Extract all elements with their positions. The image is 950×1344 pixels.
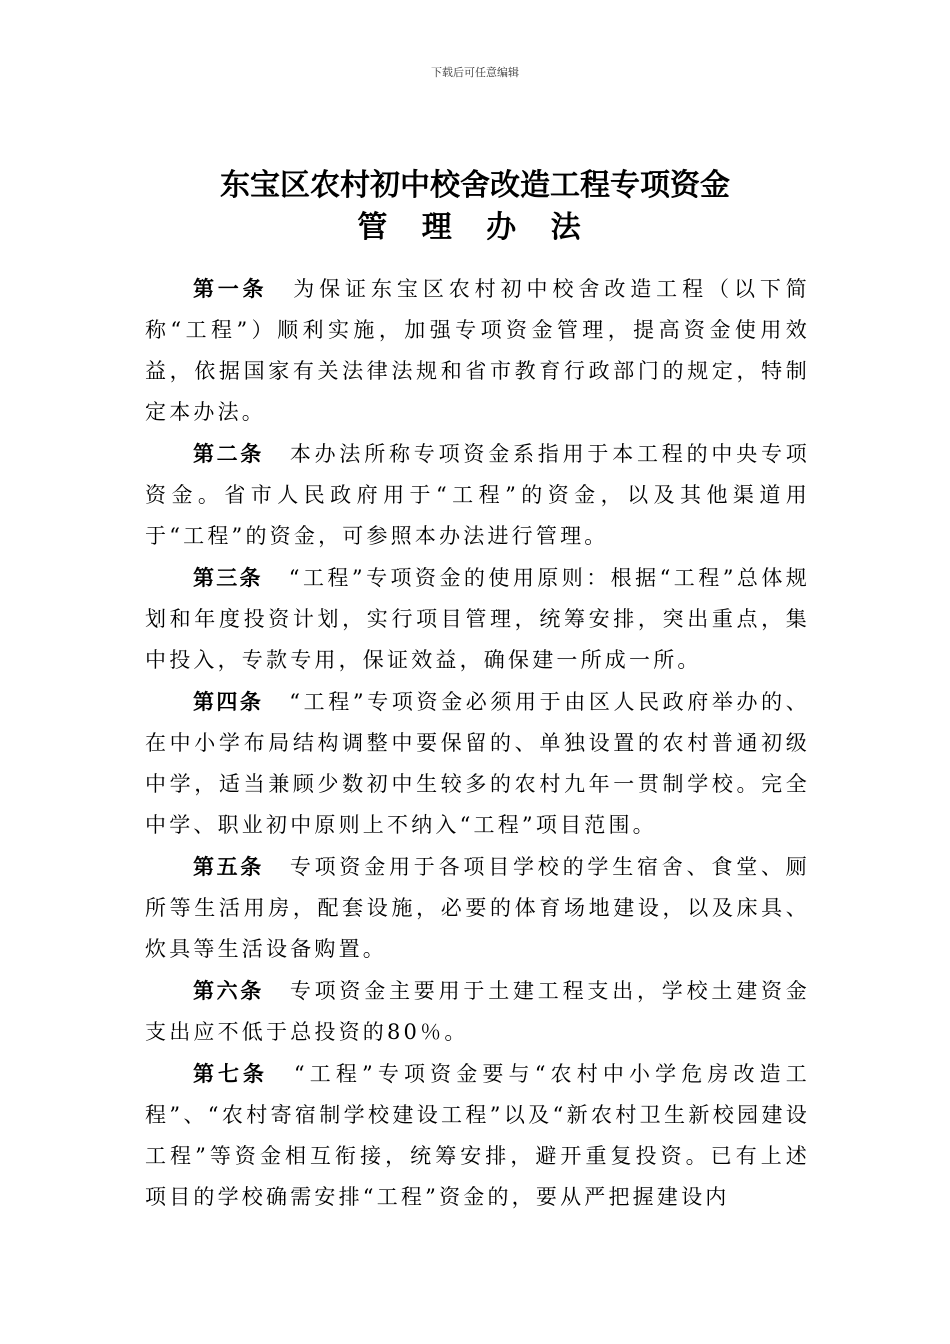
article-label: 第三条 — [193, 565, 263, 590]
article-1 — [145, 268, 810, 433]
article-6 — [145, 970, 810, 1053]
document-title-line2: 管 理 办 法 — [357, 210, 593, 245]
article-text: “工程”专项资金的使用原则：根据“工程”总体规划和年度投资计划，实行项目管理，统筹安排，突出重点，集中投入，专款专用，保证效益，确保建一所成一所。 — [145, 566, 811, 672]
article-text: 为保证东宝区农村初中校舍改造工程（以下简称“工程”）顺利实施，加强专项资金管理，提高资金使用效益，依据国家有关法律法规和省市教育行政部门的规定，特制定本办法。 — [145, 277, 811, 424]
article-label: 第六条 — [193, 978, 264, 1003]
article-text: “工程”专项资金要与“农村中小学危房改造工程”、“农村寄宿制学校建设工程”以及“新农村卫生新校园建设工程”等资金相互衔接，统筹安排，避开重复投资。已有上述项目的学校确需安排“工程”资金的，要从严把握建设内 — [145, 1062, 811, 1209]
article-text: 本办法所称专项资金系指用于本工程的中央专项资金。省市人民政府用于“工程”的资金，以及其他渠道用于“工程”的资金，可参照本办法进行管理。 — [145, 442, 811, 548]
article-2 — [145, 433, 810, 557]
article-5 — [145, 846, 810, 970]
article-7 — [145, 1053, 810, 1218]
article-text: 专项资金用于各项目学校的学生宿舍、食堂、厕所等生活用房，配套设施，必要的体育场地建设，以及床具、炊具等生活设备购置。 — [145, 855, 811, 961]
article-label: 第四条 — [193, 689, 264, 714]
article-text: 专项资金主要用于土建工程支出，学校土建资金支出应不低于总投资的80％。 — [145, 979, 811, 1044]
article-label: 第二条 — [193, 441, 264, 466]
article-label: 第七条 — [193, 1061, 268, 1086]
article-4 — [145, 681, 810, 846]
article-text: “工程”专项资金必须用于由区人民政府举办的、在中小学布局结构调整中要保留的、单独设置的农村普通初级中学，适当兼顾少数初中生较多的农村九年一贯制学校。完全中学、职业初中原则上不纳入“工程”项目范围。 — [145, 690, 810, 837]
header-note: 下载后可任意编辑 — [431, 66, 519, 79]
article-label: 第一条 — [193, 276, 268, 301]
article-label: 第五条 — [193, 854, 264, 879]
document-title-line1: 东宝区农村初中校舍改造工程专项资金 — [220, 168, 730, 203]
document-body — [145, 268, 810, 1218]
article-3 — [145, 557, 810, 681]
